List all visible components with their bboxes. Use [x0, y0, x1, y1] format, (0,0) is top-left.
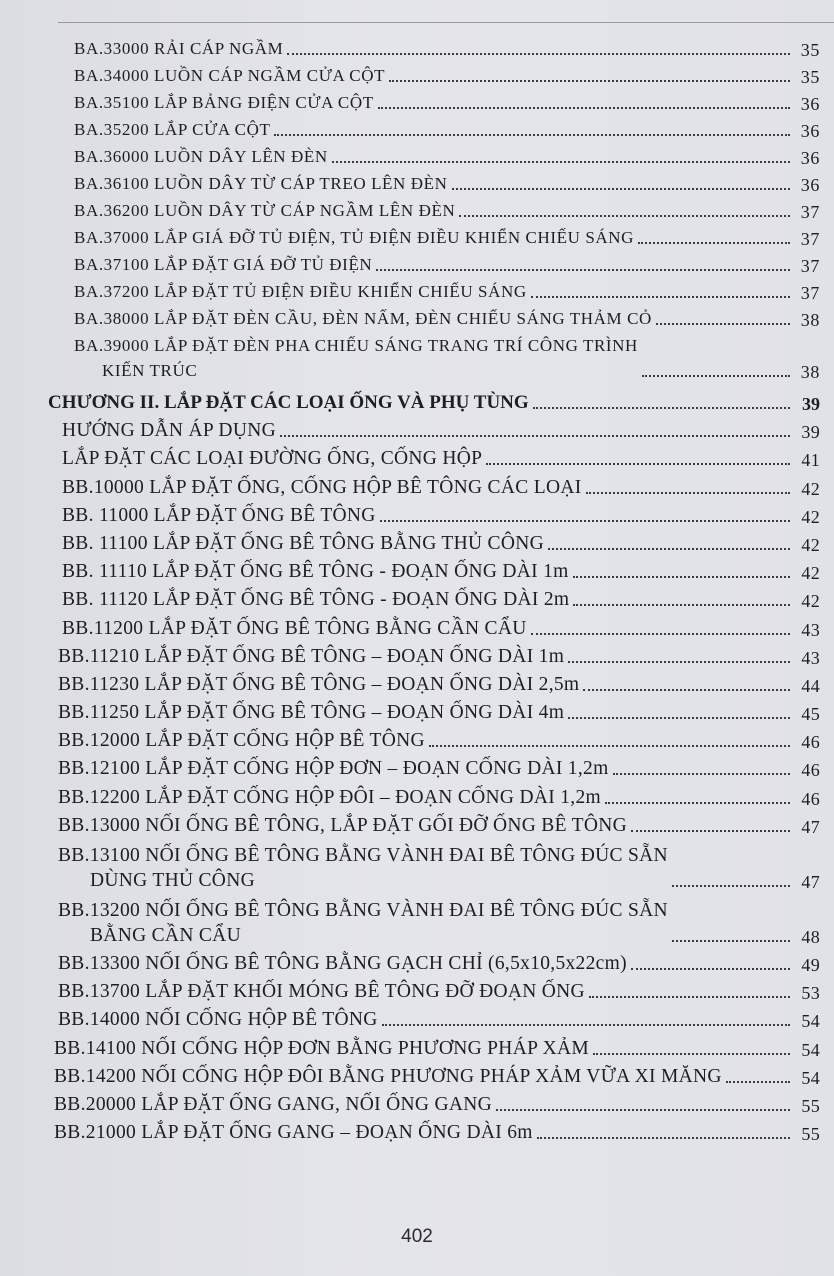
toc-entry-title: BA.37200 LẮP ĐẶT TỦ ĐIỆN ĐIỀU KHIỂN CHIẾU SÁNG — [74, 282, 527, 301]
toc-entry-page: 49 — [801, 955, 820, 975]
toc-entry-page: 37 — [800, 283, 820, 303]
toc-row — [0, 810, 834, 838]
toc-entry-page: 42 — [801, 591, 820, 612]
toc-row — [0, 641, 834, 669]
leader-dots — [389, 80, 790, 82]
toc-entry-title-continued: DÙNG THỦ CÔNG — [90, 869, 255, 891]
toc-entry-title: HƯỚNG DẪN ÁP DỤNG — [62, 420, 276, 442]
toc-row — [0, 277, 834, 304]
toc-entry-title: BB.11210 LẮP ĐẶT ỐNG BÊ TÔNG – ĐOẠN ỐNG DÀI 1m — [58, 645, 565, 667]
leader-dots — [605, 802, 790, 804]
toc-row — [0, 753, 834, 781]
toc-entry-page: 36 — [800, 148, 820, 168]
leader-dots — [459, 215, 790, 217]
leader-dots — [287, 53, 790, 55]
toc-row — [0, 169, 834, 196]
toc-entry-title-continued: KIẾN TRÚC — [102, 361, 198, 380]
leader-dots — [642, 375, 790, 377]
leader-dots — [548, 548, 790, 550]
leader-dots — [452, 188, 791, 190]
leader-dots — [593, 1053, 790, 1055]
toc-row — [0, 584, 834, 612]
toc-entry-title: BA.36200 LUỒN DÂY TỪ CÁP NGẦM LÊN ĐÈN — [74, 201, 456, 220]
toc-entry-page: 38 — [800, 362, 820, 382]
toc-row — [0, 500, 834, 528]
toc-row — [0, 34, 834, 61]
leader-dots — [631, 968, 790, 970]
chapter-heading — [0, 383, 834, 415]
toc-entry-page: 36 — [800, 94, 820, 114]
toc-entry-title: BB.21000 LẮP ĐẶT ỐNG GANG – ĐOẠN ỐNG DÀI 6m — [54, 1122, 533, 1144]
toc-entry-page: 55 — [801, 1095, 820, 1116]
toc-entry-title: LẮP ĐẶT CÁC LOẠI ĐƯỜNG ỐNG, CỐNG HỘP — [62, 448, 483, 470]
toc-entry-page: 37 — [800, 256, 820, 276]
toc-row — [0, 415, 834, 443]
toc-row — [0, 725, 834, 753]
chapter-title: CHƯƠNG II. LẮP ĐẶT CÁC LOẠI ỐNG VÀ PHỤ TÙNG — [48, 392, 529, 413]
toc-entry-page: 46 — [801, 760, 820, 781]
toc-entry-title: BB.14000 NỐI CỐNG HỘP BÊ TÔNG — [58, 1009, 378, 1031]
toc-entry-title: BA.36000 LUỒN DÂY LÊN ĐÈN — [74, 147, 328, 166]
toc-entry-title: BB. 11000 LẮP ĐẶT ỐNG BÊ TÔNG — [62, 504, 376, 526]
toc-entry-title: BB.10000 LẮP ĐẶT ỐNG, CỐNG HỘP BÊ TÔNG CÁC LOẠI — [62, 476, 582, 498]
leader-dots — [332, 161, 790, 163]
leader-dots — [531, 296, 790, 298]
toc-entry-page: 35 — [800, 40, 820, 60]
leader-dots — [537, 1137, 790, 1139]
toc-entry-title: BA.33000 RẢI CÁP NGẦM — [74, 39, 284, 58]
toc-entry-title: BB. 11120 LẮP ĐẶT ỐNG BÊ TÔNG - ĐOẠN ỐNG DÀI 2m — [62, 589, 570, 611]
toc-entry-title: BB.13000 NỐI ỐNG BÊ TÔNG, LẮP ĐẶT GỐI ĐỠ ỐNG BÊ TÔNG — [58, 814, 627, 836]
toc-row — [0, 88, 834, 115]
leader-dots — [382, 1024, 790, 1026]
toc-entry-title: BB.13300 NỐI ỐNG BÊ TÔNG BẰNG GẠCH CHỈ (6,5x10,5x22cm) — [58, 953, 627, 974]
toc-entry-title: BB.13700 LẮP ĐẶT KHỐI MÓNG BÊ TÔNG ĐỠ ĐOẠN ỐNG — [58, 981, 585, 1003]
toc-entry-title: BB.12000 LẮP ĐẶT CỐNG HỘP BÊ TÔNG — [58, 730, 425, 752]
toc-row — [0, 1089, 834, 1117]
toc-entry-page: 36 — [800, 121, 820, 141]
toc-row — [0, 893, 834, 948]
toc-row — [0, 142, 834, 169]
toc-entry-title: BB. 11100 LẮP ĐẶT ỐNG BÊ TÔNG BẰNG THỦ CÔNG — [62, 532, 545, 554]
leader-dots — [573, 604, 790, 606]
toc-row — [0, 115, 834, 142]
toc-entry-page: 36 — [800, 175, 820, 195]
toc-row — [0, 528, 834, 556]
toc-entry-page: 55 — [801, 1124, 820, 1145]
table-of-contents — [0, 34, 834, 1145]
leader-dots — [531, 633, 790, 635]
toc-row — [0, 61, 834, 88]
toc-entry-title: BA.39000 LẮP ĐẶT ĐÈN PHA CHIẾU SÁNG TRANG TRÍ CÔNG TRÌNH — [74, 336, 638, 355]
toc-entry-title: BA.35200 LẮP CỬA CỘT — [74, 120, 271, 139]
toc-entry-page: 47 — [801, 871, 820, 892]
toc-row — [0, 331, 834, 383]
toc-entry-title: BB.14200 NỐI CỐNG HỘP ĐÔI BẰNG PHƯƠNG PHÁP XẢM VỮA XI MĂNG — [54, 1065, 722, 1087]
leader-dots — [656, 323, 790, 325]
toc-row — [0, 1117, 834, 1145]
toc-row — [0, 223, 834, 250]
leader-dots — [638, 242, 790, 244]
toc-row — [0, 838, 834, 893]
leader-dots — [583, 689, 790, 691]
toc-entry-title: BB.13200 NỐI ỐNG BÊ TÔNG BẰNG VÀNH ĐAI BÊ TÔNG ĐÚC SẴN — [58, 899, 668, 921]
toc-entry-page: 39 — [801, 422, 820, 443]
toc-entry-page: 42 — [801, 478, 820, 499]
leader-dots — [533, 407, 790, 409]
leader-dots — [380, 520, 790, 522]
leader-dots — [378, 107, 790, 109]
page-number: 402 — [401, 1226, 433, 1247]
leader-dots — [274, 134, 790, 136]
toc-entry-page: 53 — [801, 983, 820, 1004]
toc-entry-title: BB.11200 LẮP ĐẶT ỐNG BÊ TÔNG BẰNG CẦN CẨU — [62, 617, 527, 639]
toc-entry-title: BA.35100 LẮP BẢNG ĐIỆN CỬA CỘT — [74, 93, 374, 112]
toc-entry-page: 44 — [801, 675, 820, 696]
toc-row — [0, 471, 834, 499]
toc-row — [0, 556, 834, 584]
toc-entry-title: BB.13100 NỐI ỐNG BÊ TÔNG BẰNG VÀNH ĐAI BÊ TÔNG ĐÚC SẴN — [58, 844, 668, 866]
leader-dots — [573, 576, 790, 578]
toc-entry-title: BB.12100 LẮP ĐẶT CỐNG HỘP ĐƠN – ĐOẠN CỐNG DÀI 1,2m — [58, 758, 609, 780]
toc-entry-page: 47 — [801, 816, 820, 837]
toc-entry-title: BA.37100 LẮP ĐẶT GIÁ ĐỠ TỦ ĐIỆN — [74, 255, 373, 274]
leader-dots — [429, 745, 790, 747]
toc-entry-page: 48 — [801, 926, 820, 947]
toc-entry-title: BB. 11110 LẮP ĐẶT ỐNG BÊ TÔNG - ĐOẠN ỐNG DÀI 1m — [62, 561, 569, 583]
leader-dots — [376, 269, 790, 271]
toc-entry-title: BA.34000 LUỒN CÁP NGẦM CỬA CỘT — [74, 66, 386, 85]
leader-dots — [631, 830, 790, 832]
toc-entry-title: BB.11230 LẮP ĐẶT ỐNG BÊ TÔNG – ĐOẠN ỐNG DÀI 2,5m — [58, 673, 580, 695]
toc-row — [0, 1032, 834, 1060]
toc-entry-page: 42 — [801, 534, 820, 555]
toc-entry-page: 46 — [801, 788, 820, 809]
toc-row — [0, 697, 834, 725]
leader-dots — [589, 996, 790, 998]
toc-row — [0, 196, 834, 223]
toc-entry-title: BB.20000 LẮP ĐẶT ỐNG GANG, NỐI ỐNG GANG — [54, 1093, 492, 1115]
leader-dots — [672, 940, 790, 942]
toc-entry-page: 42 — [801, 563, 820, 584]
toc-row — [0, 781, 834, 809]
toc-entry-title: BA.36100 LUỒN DÂY TỪ CÁP TREO LÊN ĐÈN — [74, 174, 448, 193]
toc-entry-title-continued: BẰNG CẦN CẨU — [90, 924, 241, 946]
toc-entry-title: BA.37000 LẮP GIÁ ĐỠ TỦ ĐIỆN, TỦ ĐIỆN ĐIỀU KHIỂN CHIẾU SÁNG — [74, 228, 635, 247]
leader-dots — [486, 463, 790, 465]
toc-entry-page: 37 — [800, 202, 820, 222]
toc-entry-page: 37 — [800, 229, 820, 249]
leader-dots — [280, 435, 790, 437]
leader-dots — [672, 885, 790, 887]
toc-entry-page: 45 — [801, 704, 820, 725]
chapter-page: 39 — [802, 394, 820, 414]
toc-entry-page: 54 — [801, 1011, 820, 1032]
toc-entry-page: 43 — [801, 619, 820, 640]
toc-entry-title: BB.12200 LẮP ĐẶT CỐNG HỘP ĐÔI – ĐOẠN CỐNG DÀI 1,2m — [58, 786, 601, 808]
top-divider — [58, 22, 834, 23]
toc-row — [0, 948, 834, 976]
toc-entry-page: 43 — [801, 647, 820, 668]
leader-dots — [586, 492, 791, 494]
toc-entry-page: 38 — [800, 310, 820, 330]
toc-row — [0, 443, 834, 471]
toc-row — [0, 612, 834, 640]
toc-entry-page: 35 — [800, 67, 820, 87]
toc-row — [0, 976, 834, 1004]
leader-dots — [568, 717, 790, 719]
toc-entry-page: 42 — [801, 506, 820, 527]
toc-entry-title: BA.38000 LẮP ĐẶT ĐÈN CẦU, ĐÈN NẤM, ĐÈN CHIẾU SÁNG THẢM CỎ — [74, 309, 652, 328]
toc-row — [0, 669, 834, 697]
toc-row — [0, 250, 834, 277]
toc-entry-page: 54 — [801, 1067, 820, 1088]
toc-entry-title: BB.11250 LẮP ĐẶT ỐNG BÊ TÔNG – ĐOẠN ỐNG DÀI 4m — [58, 702, 565, 724]
toc-entry-title: BB.14100 NỐI CỐNG HỘP ĐƠN BẰNG PHƯƠNG PHÁP XẢM — [54, 1037, 590, 1059]
leader-dots — [613, 773, 790, 775]
leader-dots — [568, 661, 790, 663]
leader-dots — [496, 1109, 790, 1111]
toc-row — [0, 1061, 834, 1089]
toc-entry-page: 46 — [801, 732, 820, 753]
toc-entry-page: 41 — [801, 450, 820, 471]
leader-dots — [726, 1081, 790, 1083]
toc-row — [0, 304, 834, 331]
toc-entry-page: 54 — [801, 1039, 820, 1060]
toc-row — [0, 1004, 834, 1032]
